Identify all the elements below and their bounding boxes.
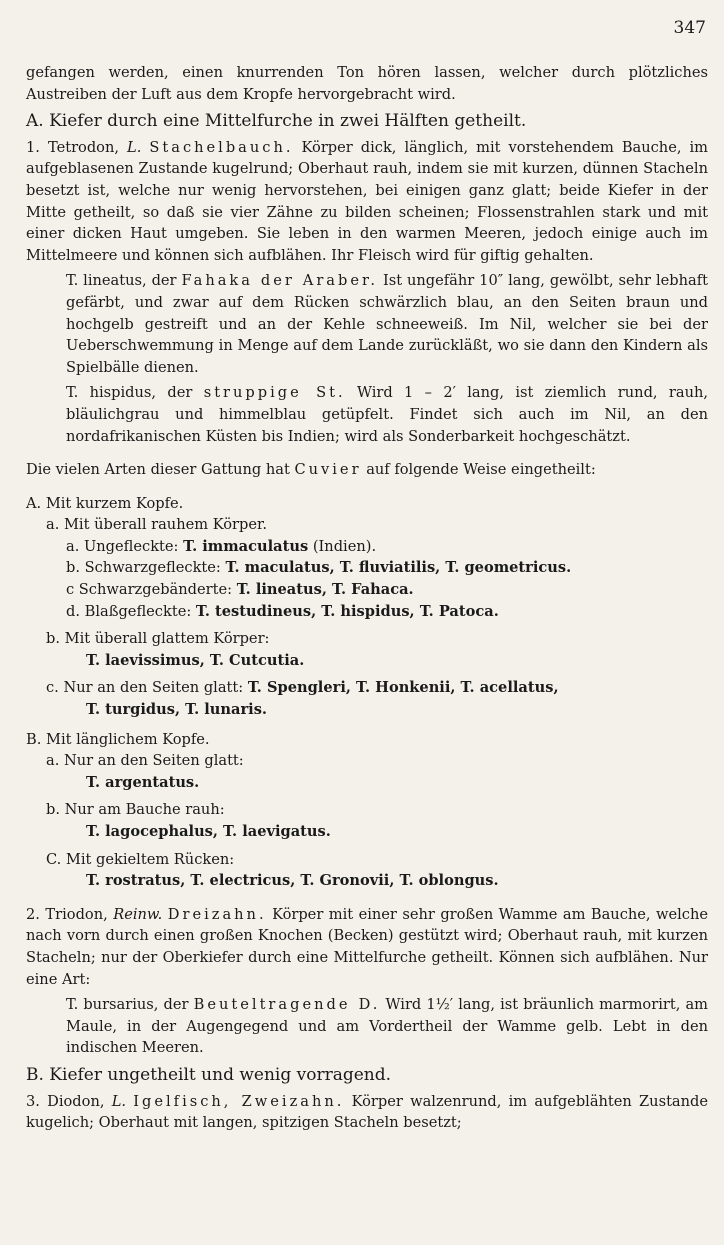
class-a-c-species: T. Spengleri, T. Honkenii, T. acellatus, [247, 679, 559, 697]
item-label: d. Blaßgefleckte: [66, 602, 192, 620]
class-b-a-species: T. argentatus. [86, 773, 200, 791]
genus-number: 3. [26, 1092, 40, 1110]
class-c-heading: C. Mit gekieltem Rücken: [46, 850, 235, 868]
page-number: 347 [673, 18, 706, 38]
cuvier-paragraph [26, 459, 708, 481]
species-description: Wird 1 – 2′ lang, ist ziemlich rund, rauh, bläulichgrau und himmelblau getüpfelt. Findet sich auch im Nil, an den nordafrikanischen Küsten bis Indien; wird als Sonderbarkeit hochgeschätzt. [66, 384, 709, 445]
item-species: T. immaculatus [183, 537, 309, 555]
species-article: der [167, 384, 193, 402]
class-b-b-species: T. lagocephalus, T. laevigatus. [86, 823, 331, 840]
genus-author: L. [127, 138, 142, 156]
class-a-a-item [26, 557, 708, 579]
item-extra: (Indien). [312, 537, 377, 555]
class-a-c-label: c. Nur an den Seiten glatt: [46, 679, 244, 697]
species-common-name: Fahaka der Araber. [181, 272, 378, 290]
species-hispidus [26, 382, 708, 447]
section-a-heading: A. Kiefer durch eine Mittelfurche in zwei Hälften getheilt. [26, 111, 527, 132]
species-lineatus [26, 270, 708, 378]
class-a-a-item [26, 601, 708, 623]
item-label: a. Ungefleckte: [66, 537, 179, 555]
intro-paragraph: gefangen werden, einen knurrenden Ton hören lassen, welcher durch plötzliches Austreiben der Luft aus dem Kropfe hervorgebracht wird. [26, 64, 708, 103]
item-species: T. testudineus, T. hispidus, T. Patoca. [195, 602, 499, 620]
class-a-a-heading: a. Mit überall rauhem Körper. [46, 516, 267, 534]
genus-diodon [26, 1091, 708, 1134]
genus-description: Körper walzenrund, im aufgeblähten Zustande kugelich; Oberhaut mit langen, spitzigen Stacheln besetzt; [26, 1092, 709, 1132]
item-species: T. maculatus, T. fluviatilis, T. geometricus. [225, 559, 572, 577]
class-a-c-species-cont: T. turgidus, T. lunaris. [86, 701, 268, 719]
item-label: b. Schwarzgefleckte: [66, 559, 221, 577]
genus-number: 2. [26, 905, 40, 923]
genus-number: 1. [26, 138, 40, 156]
cuvier-text-post: auf folgende Weise eingetheilt: [366, 461, 596, 479]
cuvier-name: Cuvier [294, 461, 362, 479]
genus-common-name: Dreizahn. [167, 905, 267, 923]
genus-author: L. [111, 1092, 127, 1110]
class-a-a-item [26, 579, 708, 601]
genus-triodon [26, 904, 708, 990]
class-c-species: T. rostratus, T. electricus, T. Gronovii, T. oblongus. [86, 872, 499, 890]
genus-description: Körper dick, länglich, mit vorstehendem Bauche, im aufgeblasenen Zustande kugelrund; Oberhaut rauh, indem sie mit kurzen, dünnen Stacheln besetzt ist, welche nur wenig hervorstehen, bei einigen ganz glatt; beide Kiefer in der Mitte getheilt, so daß sie vier Zähne zu bilden scheinen; Flossenstrahlen stark und mit einer dicken Haut umgeben. Sie leben in den warmen Meeren, jedoch einige auch im Mittelmeere und können sich aufblähen. Ihr Fleisch wird für giftig gehalten. [26, 138, 709, 264]
class-a-b-species: T. laevissimus, T. Cutcutia. [86, 651, 305, 669]
genus-description: Körper mit einer sehr großen Wamme am Bauche, welche nach vorn durch einen großen Knochen (Becken) gestützt wird; Oberhaut rauh, mit kurzen Stacheln; nur der Oberkiefer durch eine Mittelfurche getheilt. Können sich aufblähen. Nur eine Art: [26, 905, 709, 988]
genus-name: Diodon, [47, 1092, 105, 1110]
genus-name: Triodon, [45, 905, 108, 923]
species-name: T. hispidus, [66, 384, 157, 402]
item-label: c Schwarzgebänderte: [66, 581, 233, 599]
class-a-a-list [26, 536, 708, 622]
genus-common-name: Stachelbauch. [149, 138, 294, 156]
genus-common-name: Igelfisch, Zweizahn. [133, 1092, 345, 1110]
class-b-heading: B. Mit länglichem Kopfe. [26, 730, 210, 748]
cuvier-text-pre: Die vielen Arten dieser Gattung hat [26, 461, 290, 479]
genus-author: Reinw. [113, 905, 163, 923]
species-description: Wird 1½′ lang, ist bräunlich marmorirt, am Maule, in der Augengegend und am Vordertheil der Wamme gelb. Lebt in den indischen Meeren. [66, 996, 708, 1057]
class-a-a-item [26, 536, 708, 558]
genus-tetrodon [26, 137, 708, 267]
species-article: der [151, 272, 177, 290]
species-common-name: Beuteltragende D. [193, 996, 381, 1014]
species-description: Ist ungefähr 10″ lang, gewölbt, sehr lebhaft gefärbt, und zwar auf dem Rücken schwärzlich blau, an den Seiten braun und hochgelb gestreift und an der Kehle schneeweiß. Im Nil, welcher sie bei der Ueberschwemmung in Menge auf dem Lande zurückläßt, wo sie dann den Kindern als Spielbälle dienen. [66, 272, 708, 376]
class-b-b-heading: b. Nur am Bauche rauh: [46, 801, 225, 819]
class-a-b-heading: b. Mit überall glattem Körper: [46, 630, 270, 648]
species-name: T. bursarius, [66, 996, 159, 1014]
section-b-heading: B. Kiefer ungetheilt und wenig vorragend. [26, 1064, 392, 1085]
species-bursarius [26, 994, 708, 1059]
species-name: T. lineatus, [66, 272, 147, 290]
class-b-a-heading: a. Nur an den Seiten glatt: [46, 752, 244, 770]
species-article: der [163, 996, 189, 1014]
class-a-heading: A. Mit kurzem Kopfe. [26, 494, 184, 512]
item-species: T. lineatus, T. Fahaca. [236, 581, 414, 599]
page-body [26, 62, 708, 1134]
genus-name: Tetrodon, [47, 138, 119, 156]
class-a-c-line [26, 677, 708, 699]
species-common-name: struppige St. [203, 384, 346, 402]
